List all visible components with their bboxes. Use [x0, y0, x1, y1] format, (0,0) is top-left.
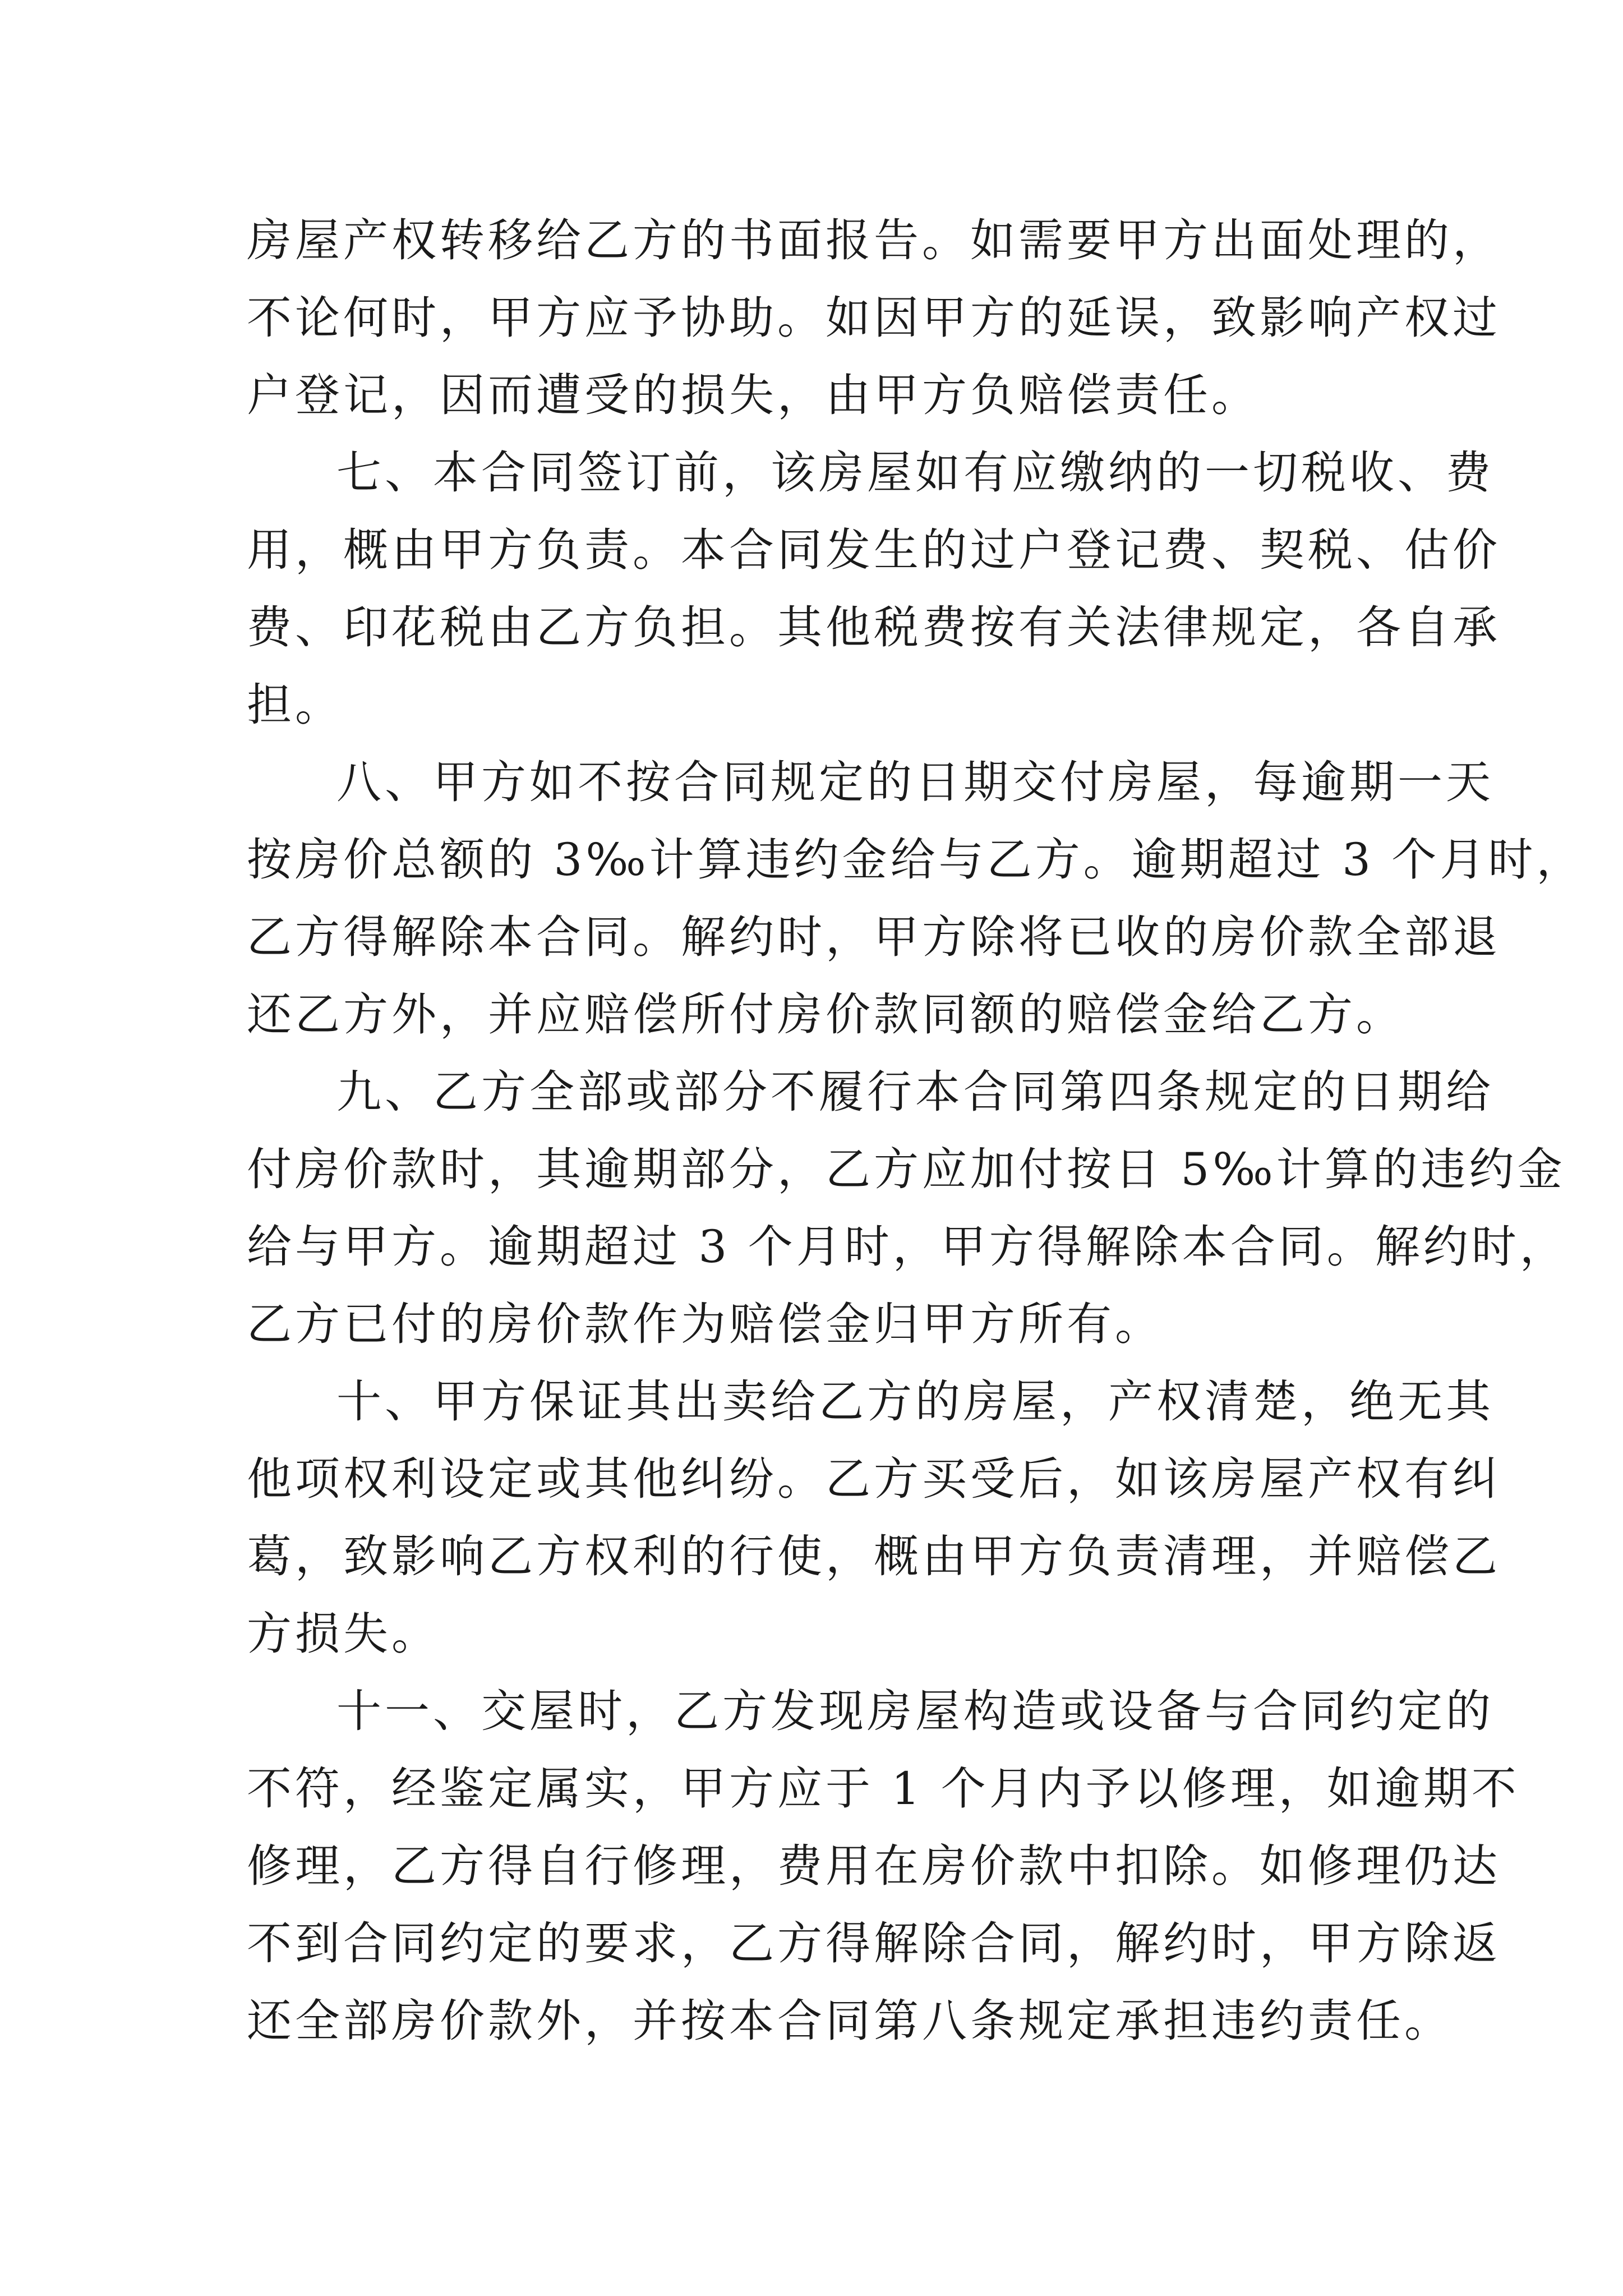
text-line: 还乙方外，并应赔偿所付房价款同额的赔偿金给乙方。	[247, 988, 1404, 1041]
paragraph-clause-7	[247, 434, 1501, 744]
text-line: 不论何时，甲方应予协助。如因甲方的延误，致影响产权过	[247, 292, 1501, 344]
text-line: 乙方得解除本合同。解约时，甲方除将已收的房价款全部退	[247, 911, 1501, 963]
text-line: 付房价款时，其逾期部分，乙方应加付按日 5‰计算的违约金	[247, 1143, 1566, 1195]
text-line: 他项权利设定或其他纠纷。乙方买受后，如该房屋产权有纠	[247, 1453, 1501, 1505]
text-line: 乙方已付的房价款作为赔偿金归甲方所有。	[247, 1298, 1163, 1350]
paragraph-clause-11	[247, 1673, 1520, 2060]
text-line: 户登记，因而遭受的损失，由甲方负赔偿责任。	[247, 369, 1260, 421]
text-line: 房屋产权转移给乙方的书面报告。如需要甲方出面处理的，	[247, 214, 1501, 266]
text-line: 八、甲方如不按合同规定的日期交付房屋，每逾期一天	[336, 756, 1494, 808]
paragraph-clause-10	[247, 1363, 1501, 1673]
text-line: 还全部房价款外，并按本合同第八条规定承担违约责任。	[247, 1995, 1453, 2047]
text-line: 十一、交屋时，乙方发现房屋构造或设备与合同约定的	[336, 1685, 1494, 1737]
text-line: 给与甲方。逾期超过 3 个月时，甲方得解除本合同。解约时，	[247, 1221, 1568, 1273]
paragraph-clause-8	[247, 744, 1585, 1053]
text-line: 用，概由甲方负责。本合同发生的过户登记费、契税、估价	[247, 524, 1501, 576]
text-line: 担。	[247, 679, 343, 731]
text-line: 方损失。	[247, 1608, 440, 1660]
text-line: 修理，乙方得自行修理，费用在房价款中扣除。如修理仍达	[247, 1840, 1501, 1892]
text-line: 七、本合同签订前，该房屋如有应缴纳的一切税收、费	[336, 447, 1494, 499]
text-line: 九、乙方全部或部分不履行本合同第四条规定的日期给	[336, 1066, 1494, 1118]
paragraph-clause-9	[247, 1053, 1568, 1363]
text-line: 不到合同约定的要求，乙方得解除合同，解约时，甲方除返	[247, 1917, 1501, 1970]
text-line: 葛，致影响乙方权利的行使，概由甲方负责清理，并赔偿乙	[247, 1530, 1501, 1582]
text-line: 费、印花税由乙方负担。其他税费按有关法律规定，各自承	[247, 601, 1501, 654]
text-line: 不符，经鉴定属实，甲方应于 1 个月内予以修理，如逾期不	[247, 1763, 1520, 1815]
text-line: 按房价总额的 3‰计算违约金给与乙方。逾期超过 3 个月时，	[247, 834, 1585, 886]
paragraph-clause-6-continued	[247, 202, 1501, 434]
text-line: 十、甲方保证其出卖给乙方的房屋，产权清楚，绝无其	[336, 1375, 1494, 1428]
document-body	[247, 202, 1585, 2060]
